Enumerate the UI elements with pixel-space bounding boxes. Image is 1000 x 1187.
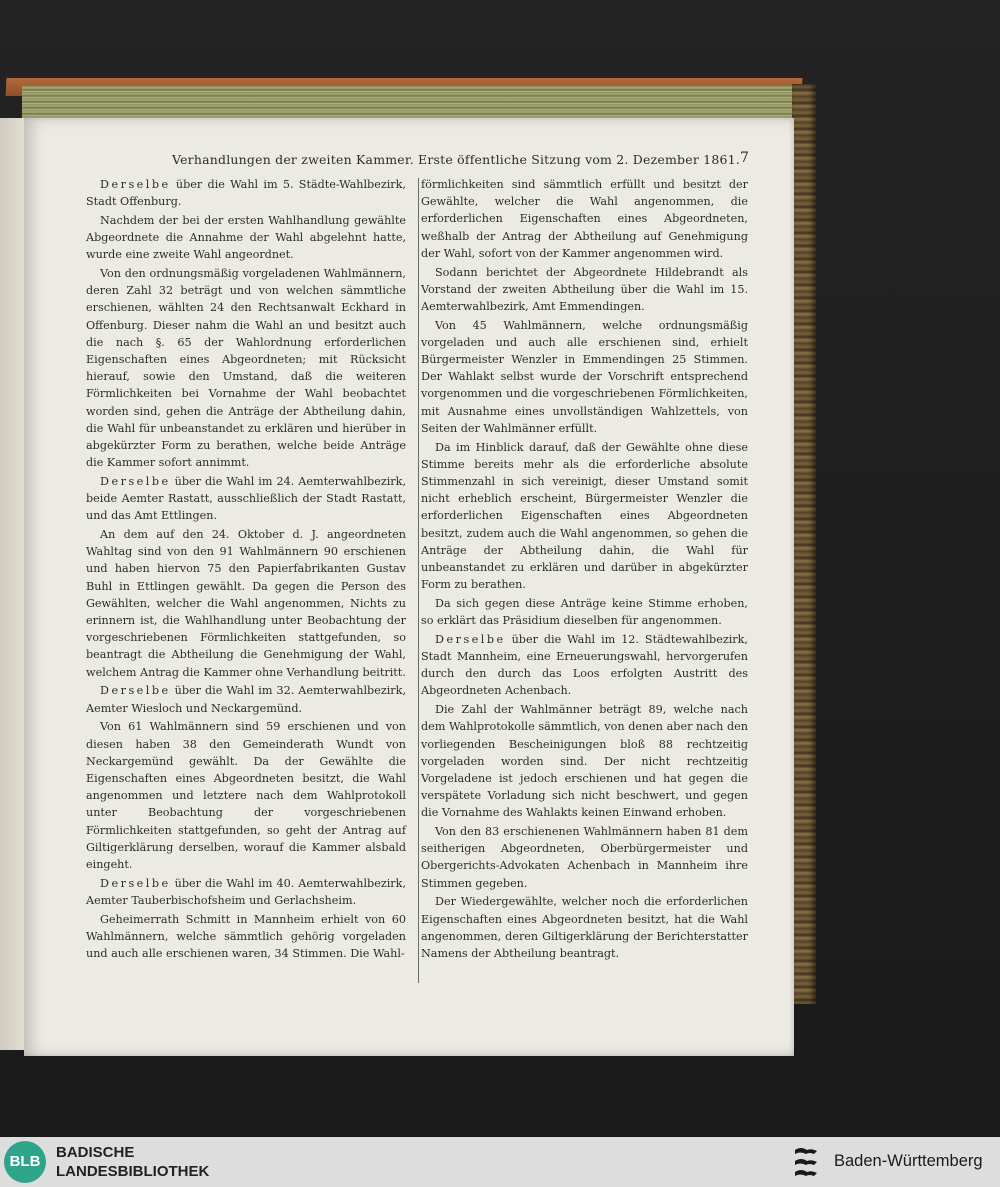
page-number: 7 bbox=[740, 150, 749, 166]
paragraph: Von den 83 erschienenen Wahlmännern haben 81 dem seitherigen Abgeordneten, Oberbürgermeister und Obergerichts-Advokaten Achenbach in Mannheim ihre Stimmen gegeben. bbox=[421, 825, 748, 890]
paragraph: Derselbe über die Wahl im 12. Städtewahlbezirk, Stadt Mannheim, eine Erneuerungswahl, hervorgerufen durch den durch das Loos erfolgten Austritt des Abgeordneten Achenbach. bbox=[421, 632, 748, 698]
paragraph: Da sich gegen diese Anträge keine Stimme erhoben, so erklärt das Präsidium dieselben für angenommen. bbox=[421, 596, 748, 628]
lions-coat-of-arms-icon bbox=[791, 1142, 821, 1180]
paragraph: Derselbe über die Wahl im 5. Städte-Wahlbezirk, Stadt Offenburg. bbox=[86, 178, 406, 209]
library-name-line2: LANDESBIBLIOTHEK bbox=[56, 1163, 210, 1180]
paragraph: Derselbe über die Wahl im 32. Aemterwahlbezirk, Aemter Wiesloch und Neckargemünd. bbox=[86, 684, 406, 715]
previous-page-edge bbox=[0, 118, 27, 1050]
paragraph: Nachdem der bei der ersten Wahlhandlung gewählte Abgeordnete die Annahme der Wahl abgelehnt hatte, wurde eine zweite Wahl angeordnet. bbox=[86, 213, 406, 262]
paragraph: Derselbe über die Wahl im 24. Aemterwahlbezirk, beide Aemter Rastatt, ausschließlich der Stadt Rastatt, und das Amt Ettlingen. bbox=[86, 474, 406, 523]
library-name[interactable] bbox=[56, 1143, 209, 1181]
page-block-edges bbox=[22, 86, 800, 122]
paragraph: Derselbe über die Wahl im 40. Aemterwahlbezirk, Aemter Tauberbischofsheim und Gerlachsheim. bbox=[86, 876, 406, 907]
running-header: Verhandlungen der zweiten Kammer. Erste öffentliche Sitzung vom 2. Dezember 1861. bbox=[172, 152, 740, 167]
paragraph: förmlichkeiten sind sämmtlich erfüllt und besitzt der Gewählte, welcher die Wahl angenommen, die erforderlichen Eigenschaften eines Abgeordneten, weßhalb der Antrag der Abtheilung auf Genehmigung der Wahl, sofort von der Kammer angenommen wird. bbox=[421, 178, 748, 260]
paragraph: Der Wiedergewählte, welcher noch die erforderlichen Eigenschaften eines Abgeordneten besitzt, hat die Wahl angenommen, deren Giltigerklärung der Berichterstatter Namens der Abtheilung beantragt. bbox=[421, 895, 748, 960]
paragraph: Von 61 Wahlmännern sind 59 erschienen und von diesen haben 38 den Gemeinderath Wundt von Neckargemünd gewählt. Da der Gewählte die Eigenschaften eines Abgeordneten besitzt, die Wahl angenommen und letztere nach dem Wahlprotokoll unter Beobachtung der vorgeschriebenen Förmlichkeiten stattgefunden, so geht der Antrag auf Giltigerklärung derselben, worauf die Kammer alsbald eingeht. bbox=[86, 720, 406, 871]
column-divider bbox=[418, 178, 419, 983]
paragraph: Da im Hinblick darauf, daß der Gewählte ohne diese Stimme bereits mehr als die erforderliche absolute Stimmenzahl in sich vereinigt, dieser Umstand somit nicht erheblich erscheint, Bürgermeister Wenzler die erforderlichen Eigenschaften eines Abgeordneten besitzt, zudem auch die Wahl angenommen, so gehen die Anträge der Abtheilung dahin, die Wahl für unbeanstandet zu erklären und darüber in abgekürzter Form zu berathen. bbox=[421, 440, 748, 592]
state-name[interactable]: Baden-Württemberg bbox=[834, 1152, 983, 1170]
paragraph: Von 45 Wahlmännern, welche ordnungsmäßig vorgeladen und auch alle erschienen sind, erhielt Bürgermeister Wenzler in Emmendingen 25 Stimmen. Der Wahlakt selbst wurde der Vorschrift entsprechend vorgenommen und die vorgeschriebenen Förmlichkeiten, mit Ausnahme eines unvollständigen Wahlzettels, von Seiten der Wahlmänner erfüllt. bbox=[421, 318, 748, 435]
paragraph: An dem auf den 24. Oktober d. J. angeordneten Wahltag sind von den 91 Wahlmännern 90 erschienen und haben hiervon 75 den Papierfabrikanten Gustav Buhl in Ettlingen gewählt. Da gegen die Person des Gewählten, welcher die Wahl angenommen, Nichts zu erinnern ist, die Wahlhandlung unter Beobachtung der vorgeschriebenen Förmlichkeiten stattgefunden, so beantragt die Abtheilung die Genehmigung der Wahl, welchem Antrag die Kammer ohne Verhandlung beitritt. bbox=[86, 528, 406, 679]
paragraph: Von den ordnungsmäßig vorgeladenen Wahlmännern, deren Zahl 32 beträgt und von welchen sämmtliche erschienen, wählten 24 den Rechtsanwalt Eckhard in Offenburg. Dieser nahm die Wahl an und besitzt auch die nach §. 65 der Wahlordnung erforderlichen Eigenschaften eines Abgeordneten; mit Rücksicht hierauf, sowie den Umstand, daß die weiteren Förmlichkeiten bei Vornahme der Wahl beobachtet worden sind, gehen die Anträge der Abtheilung dahin, die Wahl für unbeanstandet zu erklären und hierüber in abgekürzter Form zu berathen, welche beide Anträge die Kammer sofort annimmt. bbox=[86, 267, 406, 470]
book-spine-edge bbox=[792, 84, 816, 1004]
library-name-line1: BADISCHE bbox=[56, 1144, 135, 1161]
left-column bbox=[86, 176, 406, 964]
paragraph: Die Zahl der Wahlmänner beträgt 89, welche nach dem Wahlprotokolle sämmtlich, von denen aber nach den vorliegenden Bescheinigungen bloß 88 rechtzeitig vorgeladen worden sind. Der nicht rechtzeitig Vorgeladene ist jedoch erschienen und hat gegen die verspätete Vorladung sich nicht beschwert, und gegen die Vornahme des Wahlakts keinen Einwand erhoben. bbox=[421, 703, 748, 820]
paragraph: Geheimerrath Schmitt in Mannheim erhielt von 60 Wahlmännern, welche sämmtlich gehörig vorgeladen und auch alle erschienen waren, 34 Stimmen. Die Wahl- bbox=[86, 912, 406, 960]
blb-logo[interactable]: BLB bbox=[4, 1141, 46, 1183]
paragraph: Sodann berichtet der Abgeordnete Hildebrandt als Vorstand der zweiten Abtheilung über die Wahl im 15. Aemterwahlbezirk, Amt Emmendingen. bbox=[421, 265, 748, 313]
right-column bbox=[421, 176, 748, 964]
